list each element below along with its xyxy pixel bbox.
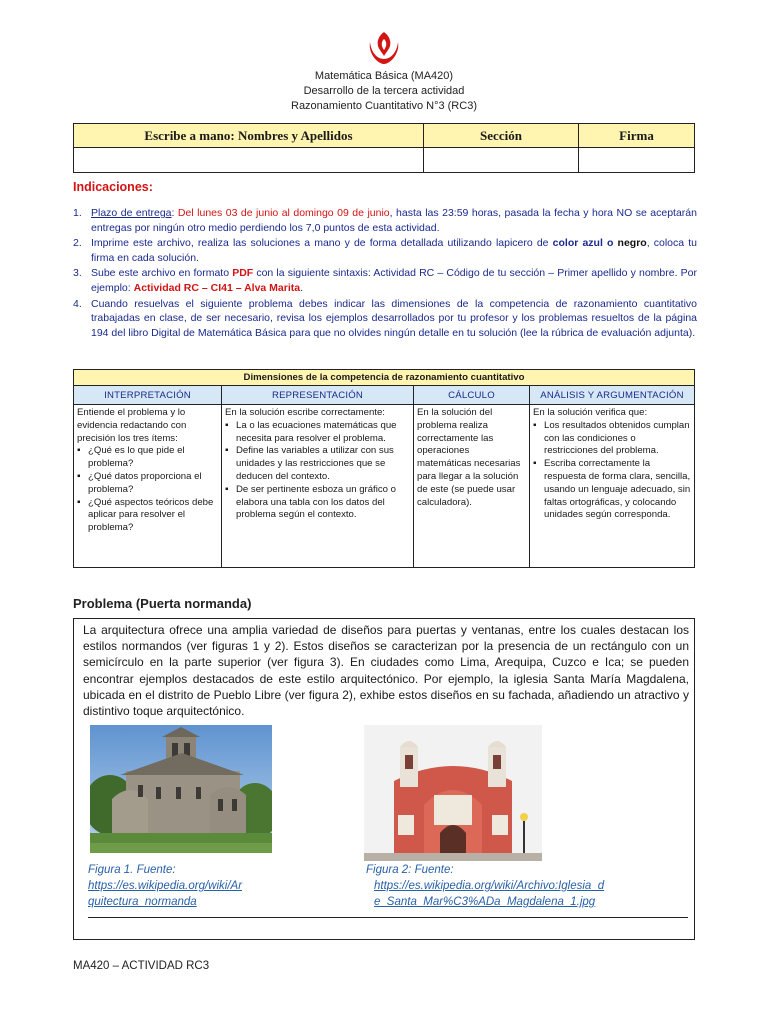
list-item: ▪ Define las variables a utilizar con sus unidades y las restricciones que se deducen del contexto.	[225, 445, 410, 483]
deadline-dates: Del lunes 03 de junio al domingo 09 de junio	[177, 207, 390, 219]
problem-title: Problema (Puerta normanda)	[73, 596, 252, 611]
signature-field[interactable]	[579, 148, 695, 173]
instructions-title: Indicaciones:	[73, 180, 153, 194]
section-column-header: Sección	[424, 124, 579, 148]
header-representacion: REPRESENTACIÓN	[222, 386, 414, 405]
activity-name: Desarrollo de la tercera actividad	[303, 85, 465, 97]
signature-column-header: Firma	[579, 124, 695, 148]
document-header	[0, 69, 768, 114]
activity-subtitle: Razonamiento Cuantitativo N°3 (RC3)	[291, 100, 477, 112]
header-analisis: ANÁLISIS Y ARGUMENTACIÓN	[530, 386, 695, 405]
figure-1-caption: Figura 1. Fuente: https://es.wikipedia.org/wiki/Ar quitectura_normanda	[88, 862, 278, 910]
divider	[88, 917, 688, 918]
section-field[interactable]	[424, 148, 579, 173]
list-item: ▪ La o las ecuaciones matemáticas que necesita para resolver el problema.	[225, 420, 410, 446]
name-column-header: Escribe a mano: Nombres y Apellidos	[74, 124, 424, 148]
problem-box	[73, 618, 695, 940]
deadline-label: Plazo de entrega	[91, 207, 172, 219]
figure-1-source-link[interactable]: https://es.wikipedia.org/wiki/Ar	[88, 880, 243, 892]
page-footer: MA420 – ACTIVIDAD RC3	[73, 960, 210, 972]
problem-statement: La arquitectura ofrece una amplia variedad de diseños para puertas y ventanas, entre los cuales destacan los estilos normandos (ver figuras 1 y 2). Estos diseños se caracterizan por la presencia de un rectángulo con un semicírculo en la parte superior (ver figura 3). En ciudades como Lima, Arequipa, Cuzco e Ica; se pueden encontrar ejemplos destacados de este estilo arquitectónico. Por ejemplo, la iglesia Santa María Magdalena, ubicada en el distrito de Pueblo Libre (ver figura 2), exhibe estos diseños en su fachada, añadiendo un atractivo y distintivo toque arquitectónico.	[83, 623, 689, 719]
figure-2-source-link[interactable]: https://es.wikipedia.org/wiki/Archivo:Iglesia_d	[374, 880, 605, 892]
list-item: ▪ ¿Qué aspectos teóricos debe aplicar para resolver el problema?	[77, 497, 218, 535]
instruction-item-1: 1. Plazo de entrega: Del lunes 03 de junio al domingo 09 de junio, hasta las 23:59 horas, pasada la fecha y hora NO se aceptarán entregas por ningún otro medio perdiendo los 7,0 puntos de esta actividad.	[73, 207, 697, 234]
instruction-item-3: 3. Sube este archivo en formato PDF con la siguiente sintaxis: Actividad RC – Código de tu sección – Primer apellido y nombre. Por ejemplo: Actividad RC – CI41 – Alva Marita.	[73, 267, 697, 294]
figure-1-source-link[interactable]: quitectura_normanda	[88, 896, 197, 908]
list-item: ▪ De ser pertinente esboza un gráfico o elabora una tabla con los datos del problema según el contexto.	[225, 484, 410, 522]
list-item: ▪ ¿Qué datos proporciona el problema?	[77, 471, 218, 497]
course-name: Matemática Básica (MA420)	[314, 70, 454, 82]
header-calculo: CÁLCULO	[414, 386, 530, 405]
instruction-item-4: 4. Cuando resuelvas el siguiente problema debes indicar las dimensiones de la competencia de razonamiento cuantitativo trabajadas en clase, de ser necesario, revisa los ejemplos desarrollados por tu profesor y los problemas resueltos de la página 194 del libro Digital de Matemática Básica para que no olvides ningún detalle en tu solución (lee la rúbrica de evaluación adjunta).	[73, 297, 697, 339]
instruction-item-2: 2. Imprime este archivo, realiza las soluciones a mano y de forma detallada utilizando lapicero de color azul o negro, coloca tu firma en cada solución.	[73, 237, 697, 264]
calculo-cell: En la solución del problema realiza correctamente las operaciones matemáticas necesarias para llegar a la solución de este (se puede usar calculadora).	[414, 405, 530, 568]
list-item: ▪ Escriba correctamente la respuesta de forma clara, sencilla, usando un lenguaje adecuado, sin faltas ortográficas, y colocando unidades según corresponda.	[533, 458, 691, 522]
figure-1-norman-church-image	[90, 725, 272, 853]
name-field[interactable]	[74, 148, 424, 173]
figure-2-source-link[interactable]: e_Santa_Mar%C3%ADa_Magdalena_1.jpg	[374, 896, 596, 908]
identification-table	[73, 123, 695, 173]
analisis-cell: En la solución verifica que: ▪ Los resultados obtenidos cumplan con las condiciones o restricciones del problema. ▪ Escriba correctamente la respuesta de forma clara, sencilla, usando un lenguaje adecuado, sin faltas ortográficas, y colocando unidades según corresponda.	[530, 405, 695, 568]
header-interpretacion: INTERPRETACIÓN	[74, 386, 222, 405]
interpretacion-cell: Entiende el problema y lo evidencia redactando con precisión los tres ítems: ▪ ¿Qué es lo que pide el problema? ▪ ¿Qué datos proporciona el problema? ▪ ¿Qué aspectos teóricos debe aplicar para resolver el problema?	[74, 405, 222, 568]
list-item: ▪ Los resultados obtenidos cumplan con las condiciones o restricciones del problema.	[533, 420, 691, 458]
competency-dimensions-table	[73, 369, 695, 568]
representacion-cell: En la solución escribe correctamente: ▪ La o las ecuaciones matemáticas que necesita para resolver el problema. ▪ Define las variables a utilizar con sus unidades y las restricciones que se deducen del contexto. ▪ De ser pertinente esboza un gráfico o elabora una tabla con los datos del problema según el contexto.	[222, 405, 414, 568]
figure-2-caption: Figura 2: Fuente: https://es.wikipedia.org/wiki/Archivo:Iglesia_d e_Santa_Mar%C3%ADa_Magdalena_1.jpg	[366, 862, 666, 910]
list-item: ▪ ¿Qué es lo que pide el problema?	[77, 445, 218, 471]
figure-2-church-facade-image	[364, 725, 542, 861]
instructions-list	[73, 206, 697, 341]
university-logo-icon	[364, 28, 404, 68]
dimensions-title: Dimensiones de la competencia de razonamiento cuantitativo	[74, 370, 695, 386]
